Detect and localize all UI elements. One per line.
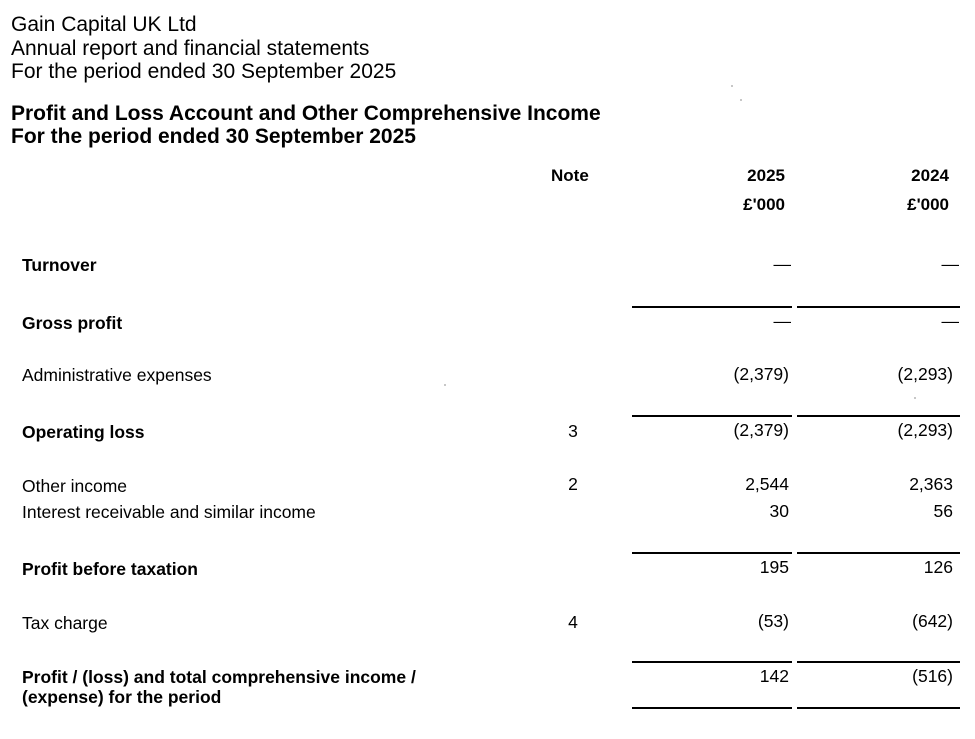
row-profit-before-tax-label: Profit before taxation [22, 559, 198, 579]
rule-operating-loss-2025 [632, 415, 792, 417]
rule-total-2024 [797, 661, 960, 663]
row-interest-2025: 30 [769, 501, 789, 521]
row-tax-charge-note: 4 [568, 612, 578, 632]
row-admin-expenses-2024: (2,293) [897, 364, 953, 384]
scan-speck [914, 397, 916, 399]
note-column-header: Note [551, 166, 589, 185]
row-turnover-2024: — [941, 254, 959, 274]
unit-2024-header: £'000 [907, 195, 949, 214]
row-interest-2024: 56 [933, 501, 953, 521]
row-operating-loss-note: 3 [568, 421, 578, 441]
rule-gross-profit-2025 [632, 306, 792, 308]
rule-total-bottom-2024 [797, 707, 960, 709]
row-turnover-label: Turnover [22, 255, 97, 275]
rule-total-bottom-2025 [632, 707, 792, 709]
row-other-income-2025: 2,544 [745, 474, 789, 494]
rule-gross-profit-2024 [797, 306, 960, 308]
company-name: Gain Capital UK Ltd [11, 13, 197, 36]
row-turnover-2025: — [773, 254, 791, 274]
row-total-2024: (516) [912, 666, 953, 686]
scan-speck [740, 99, 742, 101]
report-name: Annual report and financial statements [11, 37, 370, 60]
row-total-label-line2: (expense) for the period [22, 687, 222, 707]
statement-title: Profit and Loss Account and Other Comprehensive Income [11, 102, 601, 125]
row-gross-profit-2024: — [941, 311, 959, 331]
row-other-income-note: 2 [568, 474, 578, 494]
scan-speck [444, 384, 446, 386]
row-other-income-label: Other income [22, 476, 128, 496]
row-operating-loss-2025: (2,379) [733, 420, 789, 440]
row-profit-before-tax-2024: 126 [923, 557, 953, 577]
statement-period: For the period ended 30 September 2025 [11, 125, 416, 148]
rule-profit-before-tax-2024 [797, 552, 960, 554]
row-total-2025: 142 [759, 666, 789, 686]
row-profit-before-tax-2025: 195 [759, 557, 789, 577]
year-2024-header: 2024 [911, 166, 949, 185]
row-admin-expenses-2025: (2,379) [733, 364, 789, 384]
row-other-income-2024: 2,363 [909, 474, 953, 494]
report-period: For the period ended 30 September 2025 [11, 60, 397, 83]
row-tax-charge-2025: (53) [757, 611, 789, 631]
row-operating-loss-2024: (2,293) [897, 420, 953, 440]
row-interest-label: Interest receivable and similar income [22, 502, 316, 522]
unit-2025-header: £'000 [743, 195, 785, 214]
rule-total-2025 [632, 661, 792, 663]
row-gross-profit-2025: — [773, 311, 791, 331]
row-admin-expenses-label: Administrative expenses [22, 365, 212, 385]
row-operating-loss-label: Operating loss [22, 422, 145, 442]
year-2025-header: 2025 [747, 166, 785, 185]
rule-operating-loss-2024 [797, 415, 960, 417]
row-total-label-line1: Profit / (loss) and total comprehensive income / [22, 667, 416, 687]
row-tax-charge-label: Tax charge [22, 613, 108, 633]
row-gross-profit-label: Gross profit [22, 313, 123, 333]
row-tax-charge-2024: (642) [912, 611, 953, 631]
scan-speck [731, 85, 733, 87]
rule-profit-before-tax-2025 [632, 552, 792, 554]
